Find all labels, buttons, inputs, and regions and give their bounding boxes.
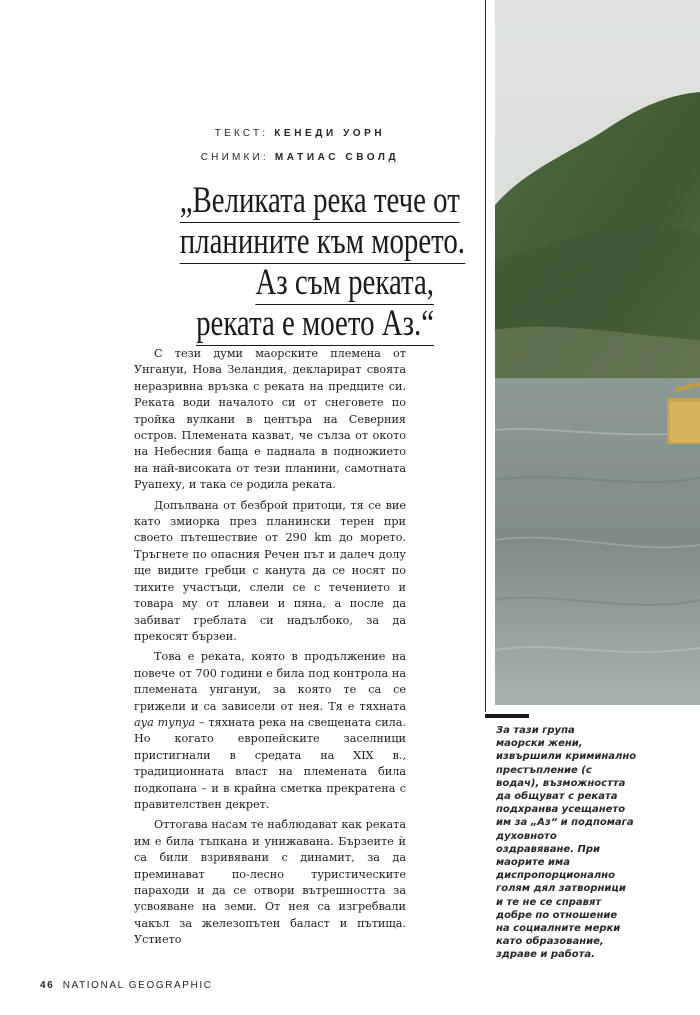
- photo-credit-author: МАТИАС СВОЛД: [274, 152, 400, 163]
- article-body: [134, 346, 406, 958]
- quote-line: Аз съм реката,: [255, 262, 434, 303]
- text-credit-label: ТЕКСТ:: [214, 128, 269, 139]
- page-number: 46: [40, 980, 55, 991]
- quote-line: „Великата река тече от: [179, 180, 460, 221]
- river-photo-illustration: [495, 0, 700, 705]
- body-paragraph: Оттогава насам те наблюдават как реката им е била тъпкана и унижавана. Бързеите ѝ са били взривявани с динамит, за да преминават по-лесно туристическите параходи и да се отвори вътрешността за усвояване на земи. От нея са изгребвали чакъл за железопътен баласт и пътища. Устието: [134, 818, 406, 947]
- body-paragraph: Допълвана от безброй притоци, тя се вие като змиорка през планински терен при своето пътешествие от 290 km до морето. Тръгнете по опасния Речен път и далеч долу ще видите гребци с канута да се носят по тихите участъци, слели се с течението и товара му от плавеи и пяна, а после да забиват греблата си надълбоко, за да прекосят бързеи.: [134, 498, 406, 643]
- body-paragraph: Това е реката, която в продължение на повече от 700 години е била под контрола на племената унгануи, за която те са се грижели и са зависели от нея. Тя е тяхната ауа тупуа – тяхната река на свещената сила. Но когато европейските заселници пристигнали в средата на XIX в., традиционната власт на племената била подкопана – и в крайна сметка прекратена с правителствен декрет.: [134, 650, 406, 811]
- photo-credit-label: СНИМКИ:: [200, 152, 269, 163]
- body-paragraph: С тези думи маорските племена от Унгануи, Нова Зеландия, декларират своята неразривна връзка с реката на предците си. Реката води началото си от снеговете по тройка вулкани в центъра на Северния остров. Племената казват, че сълза от окото на Небесния баща е паднала в подножието на най-високата от тези планини, самотната Руапеху, и така се родила реката.: [134, 347, 406, 492]
- text-credit-author: КЕНЕДИ УОРН: [274, 128, 386, 139]
- pull-quote: [179, 180, 466, 344]
- magazine-name: NATIONAL GEOGRAPHIC: [62, 980, 213, 991]
- photo-caption: За тази група маорски жени, извършили криминално престъпление (с водач), възможността да общуват с реката подхранва усещането им за „Аз“ и подпомага духовното оздравяване. При маорите има диспропорционално голям дял затворници и те не се справят добре по отношение на социалните мерки като образование, здраве и работа.: [496, 725, 637, 961]
- credits: [150, 122, 450, 170]
- river-photo: [495, 0, 700, 705]
- folio: [40, 980, 213, 991]
- maori-term: ауа тупуа: [134, 715, 196, 729]
- text-credit: [150, 122, 450, 146]
- quote-line: планините към морето.: [179, 221, 466, 262]
- caption-rule: [485, 714, 529, 718]
- photo-credit: [150, 146, 450, 170]
- column-divider: [485, 0, 486, 712]
- quote-line: реката е моето Аз.“: [196, 303, 434, 344]
